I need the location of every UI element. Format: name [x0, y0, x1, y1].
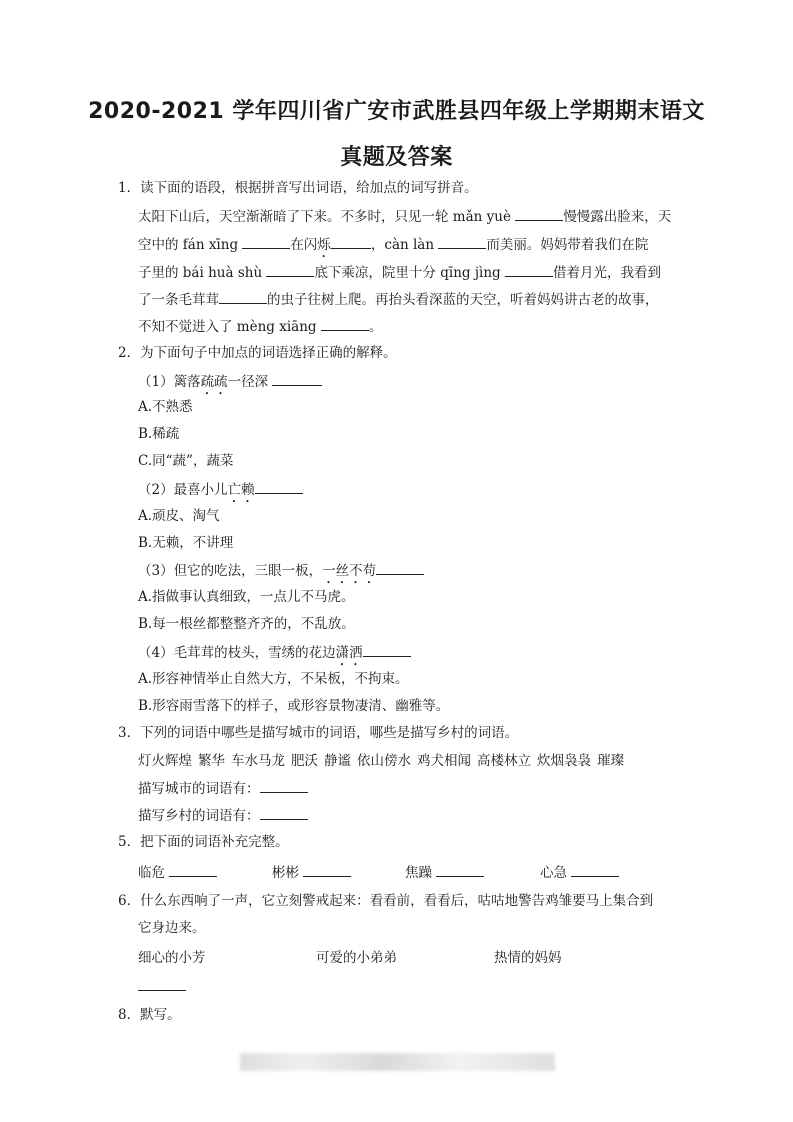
dotted-word: 潇洒	[335, 645, 363, 661]
answer-blank[interactable]	[303, 862, 351, 877]
answer-blank[interactable]	[515, 206, 563, 221]
q5-item-2	[272, 862, 351, 883]
answer-blank[interactable]	[376, 560, 424, 575]
dotted-word: 亡赖	[227, 482, 255, 498]
q6-choice-2: 可爱的小弟弟	[316, 950, 397, 966]
word: 灯火辉煌	[138, 753, 192, 769]
q2-text: （4）毛茸茸的枝头，雪绣的花边	[138, 645, 336, 661]
answer-blank[interactable]	[331, 234, 371, 249]
q1-text: 而美丽。妈妈带着我们在院	[486, 237, 649, 253]
q1-text: ，càn làn	[370, 237, 439, 253]
q1-line-5	[138, 316, 382, 337]
q6-choice-1: 细心的小芳	[138, 950, 206, 966]
word: 鸡犬相闻	[417, 753, 471, 769]
q1-text: 空中的 fán xīng	[138, 237, 243, 253]
q1-text: 慢慢露出脸来，天	[563, 209, 672, 225]
q6-answer-row	[138, 976, 186, 997]
word: 静谧	[324, 753, 351, 769]
q1-text: 了一条毛茸茸	[138, 292, 219, 308]
q2-option: C.同“蔬”，蔬菜	[138, 453, 234, 469]
q2-sub-1	[138, 371, 322, 398]
q1-text: 底下乘凉，院里十分 qīng jìng	[314, 265, 505, 281]
q1-line-1	[138, 206, 671, 227]
word: 车水马龙	[231, 753, 285, 769]
q5-item-1	[138, 862, 217, 883]
q2-option: A.指做事认真细致，一点儿不马虎。	[138, 589, 355, 605]
q5-item-3	[405, 862, 484, 883]
q2-sub-3	[138, 560, 424, 587]
q2-option: B.稀疏	[138, 426, 180, 442]
q2-sub-2	[138, 479, 303, 506]
q6-choice-3: 热情的妈妈	[494, 950, 562, 966]
q2-text: （3）但它的吃法，三眼一板，	[138, 563, 323, 579]
q1-line-4	[138, 289, 659, 310]
q1-text: 的虫子往树上爬。再抬头看深蓝的天空，听着妈妈讲古老的故事，	[267, 292, 659, 308]
q6-stem: 6．什么东西响了一声，它立刻警戒起来：看看前，看看后，咕咕地警告鸡雏要马上集合到	[118, 893, 654, 909]
answer-blank[interactable]	[321, 316, 369, 331]
dotted-word: 烁	[317, 237, 331, 253]
answer-blank[interactable]	[266, 262, 314, 277]
answer-blank[interactable]	[260, 805, 308, 820]
word: 繁华	[198, 753, 225, 769]
q2-option: B.每一根丝都整整齐齐的，不乱放。	[138, 616, 355, 632]
word: 高楼林立	[477, 753, 531, 769]
q1-line-2	[138, 234, 648, 261]
q2-option: A.不熟悉	[138, 399, 193, 415]
dotted-word: 一丝不苟	[322, 563, 377, 579]
q5-stem: 5．把下面的词语补充完整。	[118, 834, 289, 850]
word: 肥沃	[291, 753, 318, 769]
q5-text: 临危	[138, 865, 170, 881]
answer-blank[interactable]	[505, 262, 553, 277]
answer-blank[interactable]	[255, 479, 303, 494]
q1-line-3	[138, 262, 661, 283]
q3-stem: 3．下列的词语中哪些是描写城市的词语，哪些是描写乡村的词语。	[118, 725, 519, 741]
q2-stem: 2．为下面句子中加点的词语选择正确的解释。	[118, 345, 397, 361]
q2-text: （2）最喜小儿	[138, 482, 228, 498]
answer-blank[interactable]	[363, 642, 411, 657]
answer-blank[interactable]	[436, 862, 484, 877]
q2-option: A.形容神情举止自然大方，不呆板，不拘束。	[138, 671, 409, 687]
answer-blank[interactable]	[260, 778, 308, 793]
q5-text: 彬彬	[272, 865, 304, 881]
answer-blank[interactable]	[242, 234, 290, 249]
q2-sub-4	[138, 642, 411, 669]
answer-blank[interactable]	[169, 862, 217, 877]
answer-blank[interactable]	[571, 862, 619, 877]
answer-blank[interactable]	[272, 371, 322, 386]
blurred-footer-watermark	[240, 1053, 555, 1071]
dotted-word: 疏疏	[200, 374, 228, 390]
word: 炊烟袅袅	[537, 753, 591, 769]
q3-city-row	[138, 778, 308, 799]
word: 依山傍水	[357, 753, 411, 769]
q2-option: B.无赖，不讲理	[138, 535, 234, 551]
q3-word-list	[138, 751, 630, 771]
q2-text: （1）篱落	[138, 374, 201, 390]
title-line-2: 真题及答案	[340, 145, 453, 170]
q1-text: 借着月光，我看到	[552, 265, 661, 281]
title-line-1: 2020-2021 学年四川省广安市武胜县四年级上学期期末语文	[88, 99, 705, 124]
q5-item-4	[540, 862, 619, 883]
answer-blank[interactable]	[138, 976, 186, 991]
q5-text: 心急	[540, 865, 572, 881]
q1-text: 。	[368, 319, 383, 335]
word: 璀璨	[597, 753, 624, 769]
q3-village-label: 描写乡村的词语有：	[138, 808, 260, 824]
q2-option: B.形容雨雪落下的样子，或形容景物凄清、幽雅等。	[138, 698, 450, 714]
q6-stem-cont: 它身边来。	[138, 920, 206, 936]
q2-text: 一径深	[227, 374, 273, 390]
answer-blank[interactable]	[438, 234, 486, 249]
q1-text: 在闪	[290, 237, 318, 253]
q5-text: 焦躁	[405, 865, 437, 881]
q1-text: 不知不觉进入了 mèng xiāng	[138, 319, 321, 335]
q8-stem: 8．默写。	[118, 1007, 181, 1023]
q2-option: A.顽皮、淘气	[138, 508, 220, 524]
q1-text: 子里的 bái huà shù	[138, 265, 267, 281]
q3-village-row	[138, 805, 308, 826]
q1-text: 太阳下山后，天空渐渐暗了下来。不多时，只见一轮 mǎn yuè	[138, 209, 516, 225]
q1-stem: 1．读下面的语段，根据拼音写出词语，给加点的词写拼音。	[118, 180, 478, 196]
q3-city-label: 描写城市的词语有：	[138, 781, 260, 797]
answer-blank[interactable]	[219, 289, 267, 304]
